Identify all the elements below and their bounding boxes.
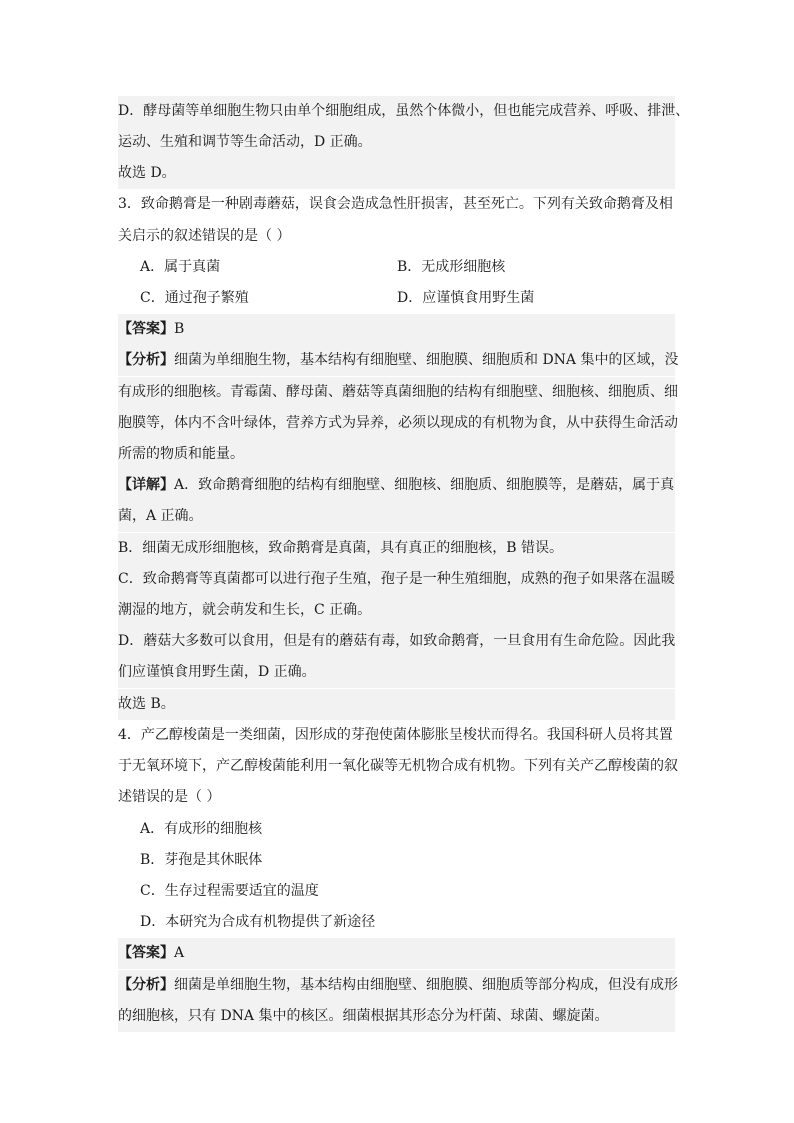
q3-detail-d-line2: 们应谨慎食用野生菌，D 正确。: [118, 657, 675, 688]
q3-analysis-line3: 胞膜等，体内不含叶绿体，营养方式为异养，必须以现成的有机物为食，从中获得生命活动: [118, 408, 675, 439]
analysis-text: 细菌是单细胞生物，基本结构由细胞壁、细胞膜、细胞质等部分构成，但没有成形: [174, 977, 678, 993]
q3-detail-a-line2: 菌，A 正确。: [118, 501, 675, 532]
analysis-tag: 【分析】: [118, 977, 174, 993]
answer-value: B: [174, 321, 185, 337]
q3-analysis-line4: 所需的物质和能量。: [118, 439, 675, 470]
q3-analysis-line1: [118, 345, 679, 376]
q4-analysis-line1: [118, 970, 678, 1001]
q3-choose: 故选 B。: [118, 689, 675, 720]
q3-options-row2: [140, 283, 640, 314]
analysis-text: 细菌为单细胞生物，基本结构有细胞壁、细胞膜、细胞质和 DNA 集中的区域，没: [174, 352, 679, 368]
q3-detail-d-line1: D．蘑菇大多数可以食用，但是有的蘑菇有毒，如致命鹅膏，一旦食用有生命危险。因此我: [118, 626, 675, 657]
q3-detail-b: B．细菌无成形细胞核，致命鹅膏是真菌，具有真正的细胞核，B 错误。: [118, 533, 675, 564]
prev-detail-d-line1: D．酵母菌等单细胞生物只由单个细胞组成，虽然个体微小，但也能完成营养、呼吸、排泄、: [118, 96, 675, 127]
q3-answer: [118, 314, 675, 345]
q4-option-c: C．生存过程需要适宜的温度: [140, 883, 319, 899]
q3-detail-a-line1: [118, 470, 675, 501]
q4-option-b: B．芽孢是其休眠体: [140, 852, 263, 868]
q4-stem-line1: 4．产乙醇梭菌是一类细菌，因形成的芽孢使菌体膨胀呈梭状而得名。我国科研人员将其置: [118, 727, 673, 743]
detail-text: A．致命鹅膏细胞的结构有细胞壁、细胞核、细胞质、细胞膜等，是蘑菇，属于真: [174, 477, 675, 493]
q3-analysis-line2: 有成形的细胞核。青霉菌、酵母菌、蘑菇等真菌细胞的结构有细胞壁、细胞核、细胞质、细: [118, 377, 675, 408]
q3-option-c: C．通过孢子繁殖: [140, 290, 249, 306]
q3-stem-line2: 关启示的叙述错误的是（ ）: [118, 228, 291, 244]
answer-tag: 【答案】: [118, 321, 174, 337]
q4-option-d: D．本研究为合成有机物提供了新途径: [140, 914, 376, 930]
q4-answer: [118, 938, 675, 969]
prev-choose: 故选 D。: [118, 158, 675, 189]
q4-stem-line2: 于无氧环境下，产乙醇梭菌能利用一氧化碳等无机物合成有机物。下列有关产乙醇梭菌的叙: [118, 758, 678, 774]
q3-detail-c-line2: 潮湿的地方，就会萌发和生长，C 正确。: [118, 595, 675, 626]
q3-detail-c-line1: C．致命鹅膏等真菌都可以进行孢子生殖，孢子是一种生殖细胞，成熟的孢子如果落在温暖: [118, 564, 675, 595]
q3-option-b: B．无成形细胞核: [397, 259, 506, 275]
analysis-tag: 【分析】: [118, 352, 174, 368]
q3-option-d: D．应谨慎食用野生菌: [397, 290, 535, 306]
answer-value: A: [174, 945, 185, 961]
q3-options-row1: [140, 252, 640, 283]
q4-stem-line3: 述错误的是（ ）: [118, 789, 221, 805]
answer-tag: 【答案】: [118, 945, 174, 961]
detail-tag: 【详解】: [118, 477, 174, 493]
q4-option-a: A．有成形的细胞核: [140, 821, 263, 837]
q3-option-a: A．属于真菌: [140, 259, 221, 275]
prev-detail-d-line2: 运动、生殖和调节等生命活动，D 正确。: [118, 127, 675, 158]
q3-stem-line1: 3．致命鹅膏是一种剧毒蘑菇，误食会造成急性肝损害，甚至死亡。下列有关致命鹅膏及相: [118, 196, 673, 212]
q4-analysis-line2: 的细胞核，只有 DNA 集中的核区。细菌根据其形态分为杆菌、球菌、螺旋菌。: [118, 1001, 675, 1032]
